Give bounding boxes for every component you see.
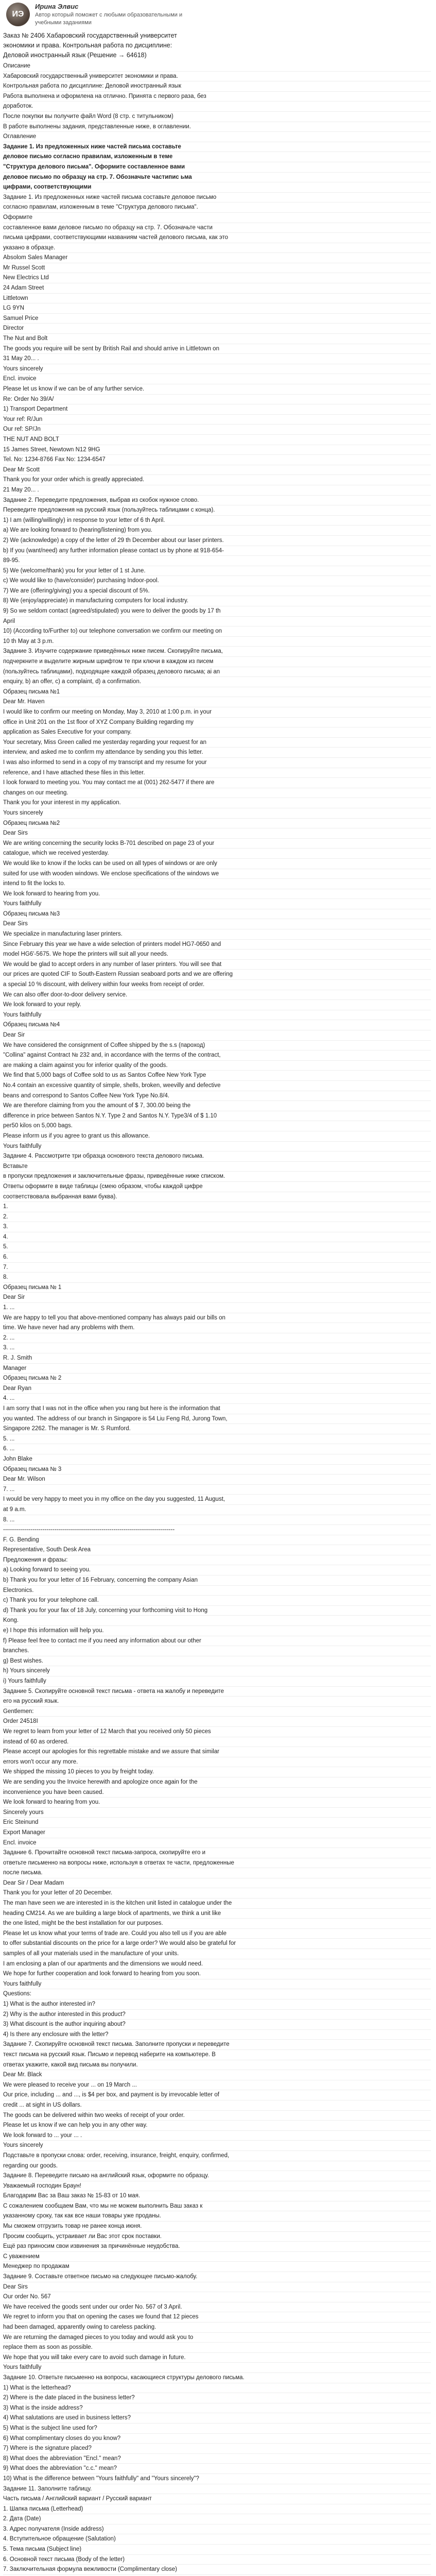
document-line: Dear Ryan [3, 1384, 431, 1394]
document-line: We find that 5,000 bags of Coffee sold to us as Santos Coffee New York Type [3, 1071, 431, 1081]
document-line: Questions: [3, 1989, 431, 1999]
document-line: Уважаемый господин Браун! [3, 2181, 431, 2192]
document-line: 4. Вступительное обращение (Salutation) [3, 2534, 431, 2545]
document-line: 9) What does the abbreviation "c.c." mean? [3, 2464, 431, 2474]
document-line: intend to fit the locks to. [3, 879, 431, 889]
document-line: Задание 8. Переведите письмо на английский язык, оформите по образцу. [3, 2171, 431, 2181]
document-line: доработок. [3, 101, 431, 112]
document-line: "Collina" against Contract № 232 and, in accordance with the terms of the contract, [3, 1050, 431, 1061]
document-line: We are returning the damaged pieces to you today and would ask you to [3, 2333, 431, 2343]
document-line: Director [3, 324, 431, 334]
document-line: цифрами, соответствующими [3, 182, 431, 193]
document-line: 3) What is the inside address? [3, 2403, 431, 2414]
document-line: Переведите предложения на русский язык (пользуйтесь таблицами с конца). [3, 505, 431, 516]
author-info [35, 2, 189, 27]
document-line: 5. Тема письма (Subject line) [3, 2545, 431, 2555]
document-line: Sincerely yours [3, 1808, 431, 1818]
document-line: Предложения и фразы: [3, 1555, 431, 1566]
document-line: 9) So we seldom contact (agreed/stipulated) you were to deliver the goods by 17 th [3, 606, 431, 617]
document-line: Yours sincerely [3, 2141, 431, 2151]
document-line: Mr Russel Scott [3, 263, 431, 274]
document-line: Littletown [3, 294, 431, 304]
document-line: Образец письма №2 [3, 819, 431, 829]
document-line: Задание 7. Скопируйте основной текст письма. Заполните пропуски и переведите [3, 2040, 431, 2050]
document-line: catalogue, which we received yesterday. [3, 849, 431, 859]
document-line: Please inform us if you agree to grant us this allowance. [3, 1131, 431, 1142]
document-line: regarding our goods. [3, 2161, 431, 2172]
document-line: Our price, including ... and ..., is $4 per box, and payment is by irrevocable letter of [3, 2090, 431, 2100]
document-line: Order 24518I [3, 1717, 431, 1727]
document-line: Eric Steinund [3, 1818, 431, 1828]
document-line: Оглавление [3, 132, 431, 142]
document-line: Export Manager [3, 1828, 431, 1838]
document-line: THE NUT AND BOLT [3, 435, 431, 445]
document-line: We would be glad to accept orders in any number of laser printers. You will see that [3, 960, 431, 970]
document-line: ответьте письменно на вопросы ниже, используя в ответах те части, предложенные [3, 1858, 431, 1869]
document-line: are making a claim against you for inferior quality of the goods. [3, 1061, 431, 1071]
document-line: Dear Sirs [3, 828, 431, 839]
document-line: Dear Mr. Haven [3, 697, 431, 707]
document-line: в пропуски предложения и заключительные фразы, приведённые ниже списком. [3, 1172, 431, 1182]
document-line: 2. ... [3, 1333, 431, 1344]
document-line: application as Sales Executive for your company. [3, 727, 431, 738]
document-line: Вставьте [3, 1162, 431, 1172]
document-line: No.4 contain an excessive quantity of simple, shells, broken, weevilly and defective [3, 1081, 431, 1091]
document-line: Please let us know if we can be of any further service. [3, 384, 431, 395]
document-line: changes on our meeting. [3, 788, 431, 799]
document-line: We are therefore claiming from you the amount of $ 7, 300.00 being the [3, 1101, 431, 1111]
document-line: Задание 2. Переведите предложения, выбрав из скобок нужное слово. [3, 496, 431, 506]
document-line: 8. ... [3, 1515, 431, 1526]
document-line: 2. [3, 1212, 431, 1223]
document-line: 6. ... [3, 1444, 431, 1454]
document-line: Kong. [3, 1616, 431, 1626]
document-line: Благодарим Вас за Ваш заказ № 15-83 от 10 мая. [3, 2191, 431, 2201]
document-line: 10) (According to/Further to) our telephone conversation we confirm our meeting on [3, 626, 431, 637]
document-line: соответствовала выбранная вами буква). [3, 1192, 431, 1202]
document-line: --------------------------------------------------------------------------------------- [3, 1525, 431, 1535]
document-line: Representative, South Desk Area [3, 1545, 431, 1555]
document-line: office in Unit 201 on the 1st floor of XYZ Company Building regarding my [3, 718, 431, 728]
document-line: Singapore 2262. The manager is Mr. S Rumford. [3, 1424, 431, 1434]
document-line: 5. ... [3, 1434, 431, 1445]
document-line: I look forward to meeting you. You may contact me at (001) 262-5477 if there are [3, 778, 431, 788]
document-line: Подставьте в пропуски слова: order, receiving, insurance, freight, enquiry, confirmed, [3, 2151, 431, 2161]
document-line: Dear Sirs [3, 2282, 431, 2293]
document-line: to offer substantial discounts on the price for a large order? We would also be grateful for [3, 1939, 431, 1949]
document-line: I was also informed to send in a copy of my transcript and my resume for your [3, 758, 431, 768]
document-line: Re: Order No 39/A/ [3, 395, 431, 405]
document-line: f) Please feel free to contact me if you need any information about our other [3, 1636, 431, 1647]
document-line: Образец письма № 1 [3, 1283, 431, 1293]
document-line: деловое письмо по образцу на стр. 7. Обозначьте частипис ьма [3, 173, 431, 183]
document-line: Samuel Price [3, 314, 431, 324]
order-title-line: Деловой иностранный язык (Решение → 64618) [3, 52, 147, 59]
document-line: 5. [3, 1242, 431, 1252]
document-line: We regret to learn from your letter of 12 March that you received only 50 pieces [3, 1727, 431, 1737]
document-line: Our ref: SP/Jn [3, 425, 431, 435]
document-line: 15 James Street, Newtown N12 9HG [3, 445, 431, 455]
document-line: Задание 5. Скопируйте основной текст письма - ответа на жалобу и переведите [3, 1687, 431, 1697]
document-line: Dear Mr. Wilson [3, 1475, 431, 1485]
document-line: 1. Шапка письма (Letterhead) [3, 2504, 431, 2515]
document-line: Задание 6. Прочитайте основной текст письма-запроса, скопируйте его и [3, 1848, 431, 1858]
document-line: We can also offer door-to-door delivery service. [3, 990, 431, 1001]
order-title-line: Заказ № 2406 Хабаровский государственный университет [3, 32, 177, 39]
document-line: Образец письма № 2 [3, 1374, 431, 1384]
document-line: 1) Transport Department [3, 404, 431, 415]
document-line: Задание 11. Заполните таблицу. [3, 2484, 431, 2495]
document-line: The Nut and Bolt [3, 334, 431, 344]
document-line: The goods can be delivered within two weeks of receipt of your order. [3, 2111, 431, 2121]
document-line: составленное вами деловое письмо по образцу на стр. 7. Обозначьте части [3, 223, 431, 233]
document-line: F. G. Bending [3, 1535, 431, 1546]
document-line: a special 10 % discount, with delivery within four weeks from receipt of order. [3, 980, 431, 990]
document-line: Менеджер по продажам [3, 2262, 431, 2272]
document-line: 8) We (enjoy/appreciate) in manufacturing computers for local industry. [3, 596, 431, 606]
document-line: Dear Sirs [3, 919, 431, 929]
document-line: We specialize in manufacturing laser printers. [3, 929, 431, 940]
document-line: our prices are quoted CIF to South-Eastern Russian seaboard ports and we are offering [3, 970, 431, 980]
document-line: 89-95. [3, 556, 431, 566]
document-line: I would like to confirm our meeting on Monday, May 3, 2010 at 1:00 p.m. in your [3, 707, 431, 718]
document-line: 3. ... [3, 1343, 431, 1353]
document-line: Контрольная работа по дисциплине: Деловой иностранный язык [3, 81, 431, 92]
document-line: Dear Mr Scott [3, 465, 431, 476]
document-line: 7. [3, 1263, 431, 1273]
document-line: указано в образце. [3, 243, 431, 253]
document-line: Encl. invoice [3, 1838, 431, 1849]
document-line: samples of all your materials used in the manufacture of your units. [3, 1949, 431, 1959]
document-line: John Blake [3, 1454, 431, 1465]
document-line: Manager [3, 1364, 431, 1374]
document-line: c) We would like to (have/consider) purchasing Indoor-pool. [3, 576, 431, 586]
document-line: Dear Sir [3, 1293, 431, 1303]
document-line: Задание 9. Составьте ответное письмо на следующее письмо-жалобу. [3, 2272, 431, 2282]
document-line: подчеркните и выделите жирным шрифтом те при ключи в каждом из писем [3, 657, 431, 667]
document-line: Absolom Sales Manager [3, 253, 431, 263]
document-line: time. We have never had any problems with them. [3, 1323, 431, 1333]
document-line: Задание 1. Из предложенных ниже частей письма составьте [3, 142, 431, 152]
document-line: После покупки вы получите файл Word (8 стр. с титульником) [3, 112, 431, 122]
document-line: We hope that you will take every care to avoid such damage in future. [3, 2353, 431, 2363]
document-line: b) Thank you for your letter of 16 February, concerning the company Asian [3, 1575, 431, 1586]
document-line: The goods you require will be sent by British Rail and should arrive in Littletown on [3, 344, 431, 354]
document-line: 6. Основной текст письма (Body of the letter) [3, 2555, 431, 2565]
author-card[interactable] [3, 0, 431, 30]
document-line: Yours faithfully [3, 1142, 431, 1152]
order-title [3, 31, 431, 60]
document-line: (пользуйтесь таблицами), подходящие каждой образец делового письма; ai an [3, 667, 431, 677]
document-line: Electronics. [3, 1586, 431, 1596]
document-line: April [3, 617, 431, 627]
document-line: We shipped the missing 10 pieces to you by freight today. [3, 1767, 431, 1777]
document-line: b) If you (want/need) any further information please contact us by phone at 918-654- [3, 546, 431, 556]
document-line: ответах укажите, какой вид письма вы получили. [3, 2060, 431, 2071]
document-line: Yours faithfully [3, 899, 431, 909]
document-line: Thank you for your order which is greatly appreciated. [3, 475, 431, 485]
document-line: Мы сможем отгрузить товар не ранее конца июня. [3, 2222, 431, 2232]
document-line: I would be very happy to meet you in my office on the day you suggested, 11 August, [3, 1495, 431, 1505]
document-line: 8) What does the abbreviation "Encl." mean? [3, 2454, 431, 2464]
document-line: c) Thank you for your telephone call. [3, 1596, 431, 1606]
document-line: reference, and I have attached these files in this letter. [3, 768, 431, 778]
document-line: 8. [3, 1273, 431, 1283]
document-line: после письма. [3, 1868, 431, 1878]
document-line: errors won't occur any more. [3, 1757, 431, 1768]
document-line: 2) Where is the date placed in the business letter? [3, 2393, 431, 2403]
document-line: Thank you for your interest in my application. [3, 798, 431, 808]
document-line: Yours faithfully [3, 2363, 431, 2373]
document-line: 1. [3, 1202, 431, 1212]
document-line: указанному сроку, так как все наши товары уже проданы. [3, 2211, 431, 2222]
document-line: Tel. No: 1234-8766 Fax No: 1234-6547 [3, 455, 431, 465]
document-line: Хабаровский государственный университет экономики и права. [3, 72, 431, 82]
document-line: Encl. invoice [3, 374, 431, 384]
document-line: g) Best wishes. [3, 1656, 431, 1667]
document-line: We have received the goods sent under our order No. 567 of 3 April. [3, 2302, 431, 2313]
document-line: Yours faithfully [3, 1979, 431, 1990]
document-line: письма цифрами, соответствующими названиям частей делового письма, как это [3, 233, 431, 243]
document-line: a) We are looking forward to (hearing/listening) from you. [3, 526, 431, 536]
document-line: We look forward to your reply. [3, 1000, 431, 1010]
document-line: Your ref: R/Jun [3, 415, 431, 425]
document-line: Задание 4. Рассмотрите три образца основного текста делового письма. [3, 1151, 431, 1162]
document-line: beans and correspond to Santos Coffee New York Type No.8/4. [3, 1091, 431, 1101]
document-line: We look forward to hearing from you. [3, 1798, 431, 1808]
document-line: деловое письмо согласно правилам, изложенным в теме [3, 152, 431, 162]
author-name[interactable]: Ирина Элвис [35, 3, 79, 10]
document-line: Работа выполнена и оформлена на отлично. Принята с первого раза, без [3, 92, 431, 102]
document-line: Образец письма № 3 [3, 1465, 431, 1475]
document-line: Please accept our apologies for this regrettable mistake and we assure that similar [3, 1747, 431, 1757]
document-line: 6) What complimentary closes do you know? [3, 2434, 431, 2444]
document-line: Описание [3, 61, 431, 72]
document-line: credit ... at sight in US dollars. [3, 2100, 431, 2111]
document-line: 4) What salutations are used in business letters? [3, 2413, 431, 2424]
document-line: 7) Where is the signature placed? [3, 2444, 431, 2454]
document-line: Please let us know if we can help you in any other way. [3, 2121, 431, 2131]
document-line: interview, and asked me to confirm my attendance by sending you this letter. [3, 748, 431, 758]
document-line: R. J. Smith [3, 1353, 431, 1364]
document-line: inconvenience you have been caused. [3, 1788, 431, 1798]
document-line: Dear Sir / Dear Madam [3, 1878, 431, 1889]
document-line: Оформите [3, 213, 431, 223]
document-line: We look forward to ... your ... . [3, 2131, 431, 2141]
document-line: Yours sincerely [3, 808, 431, 819]
document-line: at 9 a.m. [3, 1505, 431, 1515]
document-line: We would like to know if the locks can be used on all types of windows or are only [3, 859, 431, 869]
document-line: С сожалением сообщаем Вам, что мы не можем выполнить Ваш заказ к [3, 2201, 431, 2212]
document-line: Yours sincerely [3, 364, 431, 375]
document-line: you wanted. The address of our branch in Singapore is 54 Liu Feng Rd, Jurong Town, [3, 1414, 431, 1425]
document-line: 1) I am (willing/willingly) in response to your letter of 6 th April. [3, 516, 431, 526]
document-line: Ответы оформите в виде таблицы (смею образом, чтобы каждой цифре [3, 1182, 431, 1192]
document-line: 7. ... [3, 1485, 431, 1495]
document-line: Образец письма №1 [3, 687, 431, 698]
document-line: Образец письма №4 [3, 1020, 431, 1030]
document-line: We are sending you the Invoice herewith and apologize once again for the [3, 1777, 431, 1788]
document-line: В работе выполнены задания, представленные ниже, в оглавлении. [3, 122, 431, 132]
document-line: We were pleased to receive your ... on 19 March ... [3, 2080, 431, 2091]
document-line: 1) What is the author interested in? [3, 1999, 431, 2010]
document-line: 5) We (welcome/thank) you for your letter of 1 st June. [3, 566, 431, 577]
document-line: С уважением [3, 2252, 431, 2262]
document-line: его на русский язык. [3, 1697, 431, 1707]
document-line: 3. Адрес получателя (Inside address) [3, 2524, 431, 2535]
document-line: LG 9YN [3, 303, 431, 314]
document-line: 3) What discount is the author inquiring about? [3, 2020, 431, 2030]
document-line: The man have seen we are interested in is the kitchen unit listed in catalogue under the [3, 1899, 431, 1909]
document-line: 5) What is the subject line used for? [3, 2424, 431, 2434]
document-line: Your secretary, Miss Green called me yesterday regarding your request for an [3, 738, 431, 748]
document-line: We are happy to tell you that above-mentioned company has always paid our bills on [3, 1313, 431, 1324]
document-line: 2) We (acknowledge) a copy of the letter of 29 th December about our laser printers. [3, 536, 431, 546]
document-line: i) Yours faithfully [3, 1676, 431, 1687]
document-line: We have considered the consignment of Coffee shipped by the s.s (пароход) [3, 1041, 431, 1051]
document-line: model HG6'-5675. We hope the printers will suit all your needs. [3, 950, 431, 960]
document-line: heading CM214. As we are building a large block of apartments, we think a unit like [3, 1909, 431, 1919]
document-line: 6. [3, 1252, 431, 1263]
document-line: 31 May 20... . [3, 354, 431, 364]
document-line: Ещё раз приносим свои извинения за причинённые неудобства. [3, 2242, 431, 2252]
document-line: 1) What is the letterhead? [3, 2383, 431, 2394]
document-line: branches. [3, 1646, 431, 1656]
document-line: 1. ... [3, 1303, 431, 1313]
document-line: difference in price between Santos N.Y. Type 2 and Santos N.Y. Type3/4 of $ 1.10 [3, 1111, 431, 1122]
document-line: 7) We are (offering/giving) you a special discount of 5%. [3, 586, 431, 597]
author-avatar[interactable] [6, 3, 30, 26]
document-line: instead of 60 as ordered. [3, 1737, 431, 1748]
document-line: h) Yours sincerely [3, 1666, 431, 1676]
document-line: We hope for further cooperation and look forward to hearing from you soon. [3, 1969, 431, 1979]
document-line: 2) Why is the author interested in this product? [3, 2010, 431, 2020]
document-line: Dear Mr. Black [3, 2070, 431, 2080]
document-line: Yours faithfully [3, 1010, 431, 1021]
document-line: 7. Заключительная формула вежливости (Complimentary close) [3, 2565, 431, 2575]
document-line: the one listed, might be the best installation for our purposes. [3, 1919, 431, 1929]
author-avatar-initials: ИЭ [12, 9, 24, 19]
document-line: Задание 1. Из предложенных ниже частей письма составьте деловое письмо [3, 193, 431, 203]
document-line: d) Thank you for your fax of 18 July, concerning your forthcoming visit to Hong [3, 1606, 431, 1616]
document-line: 21 May 20... . [3, 485, 431, 496]
document-line: Our order No. 567 [3, 2292, 431, 2302]
document-line: 10 th May at 3 p.m. [3, 637, 431, 647]
document-line: Задание 10. Ответьте письменно на вопросы, касающиеся структуры делового письма. [3, 2373, 431, 2383]
document-line: suited for use with wooden windows. We enclose specifications of the windows we [3, 869, 431, 879]
document-line: per50 kilos on 5,000 bags. [3, 1121, 431, 1131]
document-line: We regret to inform you that on opening the cases we found that 12 pieces [3, 2312, 431, 2323]
document-line: We look forward to hearing from you. [3, 889, 431, 900]
document-line: a) Looking forward to seeing you. [3, 1565, 431, 1575]
document-line: Gentlemen: [3, 1707, 431, 1717]
document-line: Since February this year we have a wide selection of printers model HG7-0650 and [3, 940, 431, 950]
document-line: e) I hope this information will help you. [3, 1626, 431, 1636]
document-line: 4. [3, 1232, 431, 1243]
document-line: Dear Sir [3, 1030, 431, 1041]
document-line: 24 Adam Street [3, 283, 431, 294]
document-line: 2. Дата (Date) [3, 2514, 431, 2524]
document-line: replace them as soon as possible. [3, 2343, 431, 2353]
document-line: Please let us know what your terms of trade are. Could you also tell us if you are able [3, 1929, 431, 1939]
document-line: Задание 3. Изучите содержание приведённых ниже писем. Скопируйте письма, [3, 647, 431, 657]
document-line: 10) What is the difference between "Yours faithfully" and "Yours sincerely"? [3, 2474, 431, 2484]
document-line: текст письма на русский язык. Письмо и перевод наберите на компьютере. В [3, 2050, 431, 2060]
document-line: "Структура делового письма". Оформите составленное вами [3, 162, 431, 173]
document-line: Просим сообщить, устраивает ли Вас этот срок поставки. [3, 2232, 431, 2242]
document-line: New Electrics Ltd [3, 273, 431, 283]
document-line: 4) Is there any enclosure with the letter? [3, 2030, 431, 2040]
document-line: Часть письма / Английский вариант / Русский вариант [3, 2494, 431, 2504]
document-line: had been damaged, apparently owing to careless packing. [3, 2323, 431, 2333]
document-line: Thank you for your letter of 20 December. [3, 1888, 431, 1899]
document-line: enquiry, b) an offer, c) a complaint, d) a confirmation. [3, 677, 431, 687]
document-line: 4. ... [3, 1394, 431, 1404]
order-title-line: экономики и права. Контрольная работа по дисциплине: [3, 42, 172, 49]
document-line: I am enclosing a plan of our apartments and the dimensions we would need. [3, 1959, 431, 1970]
document-line: Образец письма №3 [3, 909, 431, 920]
document-line: We are writing concerning the security locks B-701 described on page 23 of your [3, 839, 431, 849]
document-line: I am sorry that I was not in the office when you rang but here is the information that [3, 1404, 431, 1414]
author-description: Автор который поможет с любыми образовательными и учебными заданиями [35, 12, 183, 26]
document-line: согласно правилам, изложенным в теме "Структура делового письма". [3, 202, 431, 213]
document-line: 3. [3, 1222, 431, 1232]
document-body [3, 61, 431, 2576]
